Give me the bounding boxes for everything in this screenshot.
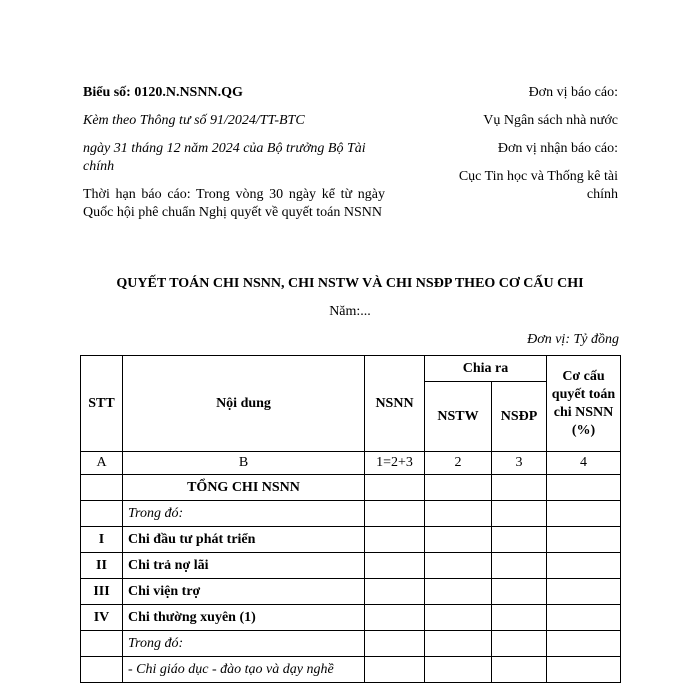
row-stt: I — [81, 527, 123, 553]
header-nsdp: NSĐP — [492, 382, 547, 452]
cell-structure — [547, 631, 621, 657]
row-content: Chi đầu tư phát triển — [123, 527, 365, 553]
header-stt: STT — [81, 356, 123, 452]
table-row — [81, 631, 621, 657]
cell-structure — [547, 501, 621, 527]
cell-structure — [547, 527, 621, 553]
row-content: Trong đó: — [123, 501, 365, 527]
row-content: Chi trả nợ lãi — [123, 553, 365, 579]
cell-nstw — [425, 657, 492, 683]
index-cell: 1=2+3 — [365, 452, 425, 475]
report-year: Năm:... — [329, 304, 371, 319]
cell-nsnn — [365, 527, 425, 553]
row-stt — [81, 657, 123, 683]
row-content: TỔNG CHI NSNN — [123, 475, 365, 501]
header-structure: Cơ cấu quyết toán chi NSNN (%) — [547, 356, 621, 452]
cell-structure — [547, 553, 621, 579]
reporting-unit-value: Vụ Ngân sách nhà nước — [483, 113, 618, 128]
cell-structure — [547, 657, 621, 683]
table-row — [81, 553, 621, 579]
index-cell: A — [81, 452, 123, 475]
index-row — [81, 452, 621, 475]
table-row — [81, 501, 621, 527]
attached-circular: Kèm theo Thông tư số 91/2024/TT-BTC — [83, 113, 305, 128]
cell-nsdp — [492, 501, 547, 527]
cell-nsdp — [492, 553, 547, 579]
cell-nstw — [425, 631, 492, 657]
report-deadline: Thời hạn báo cáo: Trong vòng 30 ngày kể từ ngày Quốc hội phê chuẩn Nghị quyết về quyết toán NSNN — [83, 187, 385, 220]
cell-nstw — [425, 527, 492, 553]
table-row — [81, 475, 621, 501]
header-content: Nội dung — [123, 356, 365, 452]
row-stt — [81, 631, 123, 657]
cell-nsnn — [365, 605, 425, 631]
form-number: Biểu số: 0120.N.NSNN.QG — [83, 85, 243, 100]
row-stt: IV — [81, 605, 123, 631]
row-stt — [81, 475, 123, 501]
index-cell: B — [123, 452, 365, 475]
table-row — [81, 657, 621, 683]
table-row — [81, 605, 621, 631]
index-cell: 2 — [425, 452, 492, 475]
cell-nsdp — [492, 475, 547, 501]
attached-circular-date: ngày 31 tháng 12 năm 2024 của Bộ trưởng Bộ Tài chính — [83, 141, 366, 174]
cell-nsnn — [365, 475, 425, 501]
header-nstw: NSTW — [425, 382, 492, 452]
currency-unit: Đơn vị: Tỷ đồng — [527, 332, 619, 347]
table-row — [81, 579, 621, 605]
row-content: Chi thường xuyên (1) — [123, 605, 365, 631]
cell-nsnn — [365, 501, 425, 527]
header-split: Chia ra — [425, 356, 547, 382]
header-right — [440, 84, 618, 204]
cell-structure — [547, 475, 621, 501]
cell-nsnn — [365, 631, 425, 657]
cell-structure — [547, 605, 621, 631]
expenditure-table — [80, 355, 621, 683]
cell-nsdp — [492, 579, 547, 605]
cell-nsdp — [492, 631, 547, 657]
receiving-unit-value: Cục Tin học và Thống kê tài chính — [458, 169, 618, 202]
cell-nsdp — [492, 605, 547, 631]
cell-structure — [547, 579, 621, 605]
report-title: QUYẾT TOÁN CHI NSNN, CHI NSTW VÀ CHI NSĐP THEO CƠ CẤU CHI — [116, 276, 584, 291]
cell-nsdp — [492, 657, 547, 683]
cell-nsdp — [492, 527, 547, 553]
cell-nstw — [425, 553, 492, 579]
header-left — [83, 84, 385, 222]
row-stt: II — [81, 553, 123, 579]
cell-nstw — [425, 605, 492, 631]
index-cell: 3 — [492, 452, 547, 475]
cell-nstw — [425, 579, 492, 605]
cell-nsnn — [365, 579, 425, 605]
row-content: Chi viện trợ — [123, 579, 365, 605]
row-stt: III — [81, 579, 123, 605]
receiving-unit-label: Đơn vị nhận báo cáo: — [497, 141, 618, 156]
index-cell: 4 — [547, 452, 621, 475]
row-content: - Chi giáo dục - đào tạo và dạy nghề — [123, 657, 365, 683]
table-row — [81, 527, 621, 553]
cell-nsnn — [365, 657, 425, 683]
reporting-unit-label: Đơn vị báo cáo: — [528, 85, 618, 100]
cell-nsnn — [365, 553, 425, 579]
header-nsnn: NSNN — [365, 356, 425, 452]
row-content: Trong đó: — [123, 631, 365, 657]
cell-nstw — [425, 501, 492, 527]
cell-nstw — [425, 475, 492, 501]
row-stt — [81, 501, 123, 527]
